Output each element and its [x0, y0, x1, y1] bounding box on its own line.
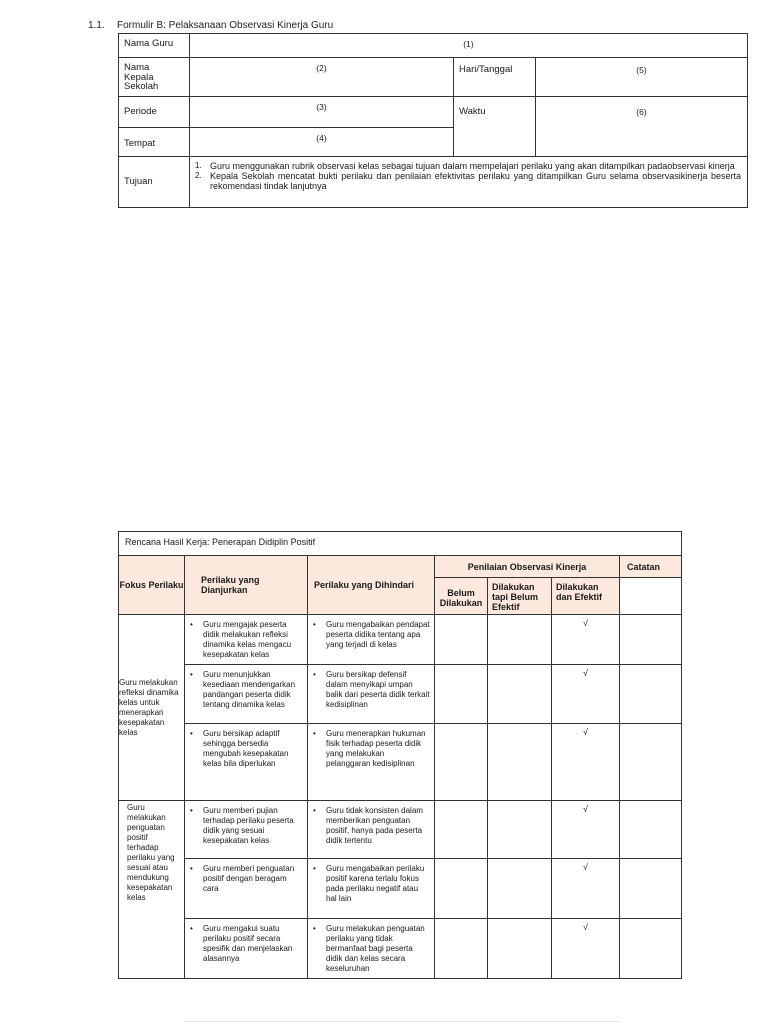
recommended-cell: • Guru memberi penguatan positif dengan beragam cara	[185, 859, 308, 919]
waktu-field[interactable]: (6)	[536, 96, 748, 156]
done-not-effective-cell[interactable]	[488, 801, 552, 859]
nama-guru-field[interactable]: (1)	[190, 34, 748, 58]
form-row-kepala-sekolah	[119, 58, 748, 97]
not-done-cell[interactable]	[435, 801, 488, 859]
waktu-label: Waktu	[454, 96, 536, 156]
form-row-periode	[119, 96, 748, 127]
focus-cell: Guru melakukan penguatan positif terhadap perilaku yang sesuai atau mendukung kesepakatan kelas	[119, 801, 185, 979]
header-focus: Fokus Perilaku	[119, 556, 185, 615]
done-not-effective-cell[interactable]	[488, 919, 552, 979]
notes-cell[interactable]	[620, 801, 682, 859]
header-done-not-effective: Dilakukan tapi Belum Efektif	[488, 578, 552, 615]
tujuan-item-number: 2.	[195, 170, 202, 180]
recommended-cell: • Guru menunjukkan kesediaan mendengarkan pandangan peserta didik tentang dinamika kelas	[185, 665, 308, 724]
avoided-cell: • Guru tidak konsisten dalam memberikan penguatan positif, hanya pada peserta didik tertentu	[308, 801, 435, 859]
done-effective-cell[interactable]: √	[552, 801, 620, 859]
recommended-cell: • Guru mengajak peserta didik melakukan refleksi dinamika kelas mengacu kesepakatan kelas	[185, 615, 308, 665]
notes-cell[interactable]	[620, 615, 682, 665]
done-effective-cell[interactable]: √	[552, 919, 620, 979]
done-not-effective-cell[interactable]	[488, 615, 552, 665]
table-row	[119, 665, 682, 724]
observation-form-table	[118, 33, 748, 208]
tujuan-list-cell	[190, 156, 748, 207]
tujuan-item-number: 1.	[195, 160, 202, 170]
not-done-cell[interactable]	[435, 919, 488, 979]
kepala-sekolah-label	[119, 58, 190, 97]
done-not-effective-cell[interactable]	[488, 724, 552, 801]
periode-label: Periode	[119, 96, 190, 127]
tempat-field[interactable]: (4)	[190, 127, 454, 156]
tujuan-item-text: Kepala Sekolah mencatat bukti perilaku dan penilaian efektivitas perilaku yang ditampilkan Guru selama observasikinerja beserta rekomendasi tindak lanjutnya	[210, 170, 741, 191]
header-recommended: Perilaku yang Dianjurkan	[185, 556, 308, 615]
notes-cell[interactable]	[620, 665, 682, 724]
tujuan-label: Tujuan	[119, 156, 190, 207]
done-effective-cell[interactable]: √	[552, 665, 620, 724]
hari-tanggal-label: Hari/Tanggal	[454, 58, 536, 97]
plan-title-row	[119, 532, 682, 556]
hari-tanggal-field[interactable]: (5)	[536, 58, 748, 97]
nama-guru-label: Nama Guru	[119, 34, 190, 58]
avoided-cell: • Guru menerapkan hukuman fisik terhadap peserta didik yang melakukan pelanggaran kedisiplinan	[308, 724, 435, 801]
header-notes: Catatan	[620, 556, 682, 578]
table-row	[119, 724, 682, 801]
not-done-cell[interactable]	[435, 665, 488, 724]
header-notes-blank	[620, 578, 682, 615]
kepala-label-line: Nama	[124, 62, 150, 73]
not-done-cell[interactable]	[435, 724, 488, 801]
not-done-cell[interactable]	[435, 615, 488, 665]
header-not-done: Belum Dilakukan	[435, 578, 488, 615]
tempat-label: Tempat	[119, 127, 190, 156]
form-row-tujuan	[119, 156, 748, 207]
header-assessment: Penilaian Observasi Kinerja	[435, 556, 620, 578]
focus-cell: Guru melakukan refleksi dinamika kelas untuk menerapkan kesepakatan kelas	[119, 615, 185, 801]
form-row-nama-guru	[119, 34, 748, 58]
plan-title: Rencana Hasil Kerja: Penerapan Didiplin Positif	[119, 532, 682, 556]
notes-cell[interactable]	[620, 919, 682, 979]
notes-cell[interactable]	[620, 859, 682, 919]
avoided-cell: • Guru mengabaikan pendapat peserta didika tentang apa yang terjadi di kelas	[308, 615, 435, 665]
recommended-cell: • Guru memberi pujian terhadap perilaku peserta didik yang sesuai kesepakatan kelas	[185, 801, 308, 859]
periode-field[interactable]: (3)	[190, 96, 454, 127]
not-done-cell[interactable]	[435, 859, 488, 919]
section-number: 1.1.	[88, 20, 105, 31]
work-plan-table	[118, 531, 682, 979]
done-effective-cell[interactable]: √	[552, 615, 620, 665]
done-effective-cell[interactable]: √	[552, 724, 620, 801]
done-effective-cell[interactable]: √	[552, 859, 620, 919]
avoided-cell: • Guru bersikap defensif dalam menyikapi umpan balik dari peserta didik terkait kedisiplinan	[308, 665, 435, 724]
kepala-sekolah-field[interactable]: (2)	[190, 58, 454, 97]
table-row	[119, 919, 682, 979]
table-row	[119, 615, 682, 665]
tujuan-item	[195, 170, 741, 191]
section-title: Formulir B: Pelaksanaan Observasi Kinerja Guru	[117, 20, 334, 31]
tujuan-item	[195, 160, 741, 171]
kepala-label-line: Sekolah	[124, 81, 159, 92]
recommended-cell: • Guru bersikap adaptif sehingga bersedia mengubah kesepakatan kelas bila diperlukan	[185, 724, 308, 801]
header-row-1	[119, 556, 682, 578]
table-row	[119, 859, 682, 919]
notes-cell[interactable]	[620, 724, 682, 801]
table-row	[119, 801, 682, 859]
header-done-effective: Dilakukan dan Efektif	[552, 578, 620, 615]
header-avoided: Perilaku yang Dihindari	[308, 556, 435, 615]
page-divider	[184, 1021, 620, 1022]
done-not-effective-cell[interactable]	[488, 665, 552, 724]
kepala-label-line: Kepala	[124, 71, 154, 83]
recommended-cell: • Guru mengakui suatu perilaku positif secara spesifik dan menjelaskan alasannya	[185, 919, 308, 979]
avoided-cell: • Guru melakukan penguatan perilaku yang tidak bermanfaat bagi peserta didik dan kelas secara keseluruhan	[308, 919, 435, 979]
tujuan-list	[190, 157, 747, 193]
done-not-effective-cell[interactable]	[488, 859, 552, 919]
avoided-cell: • Guru mengabaikan perilaku positif karena terlalu fokus pada perilaku negatif atau hal lain	[308, 859, 435, 919]
section-heading	[88, 20, 333, 31]
tujuan-item-text: Guru menggunakan rubrik observasi kelas sebagai tujuan dalam mempelajari perilaku yang akan ditampilkan padaobservasi kinerja	[210, 160, 735, 171]
